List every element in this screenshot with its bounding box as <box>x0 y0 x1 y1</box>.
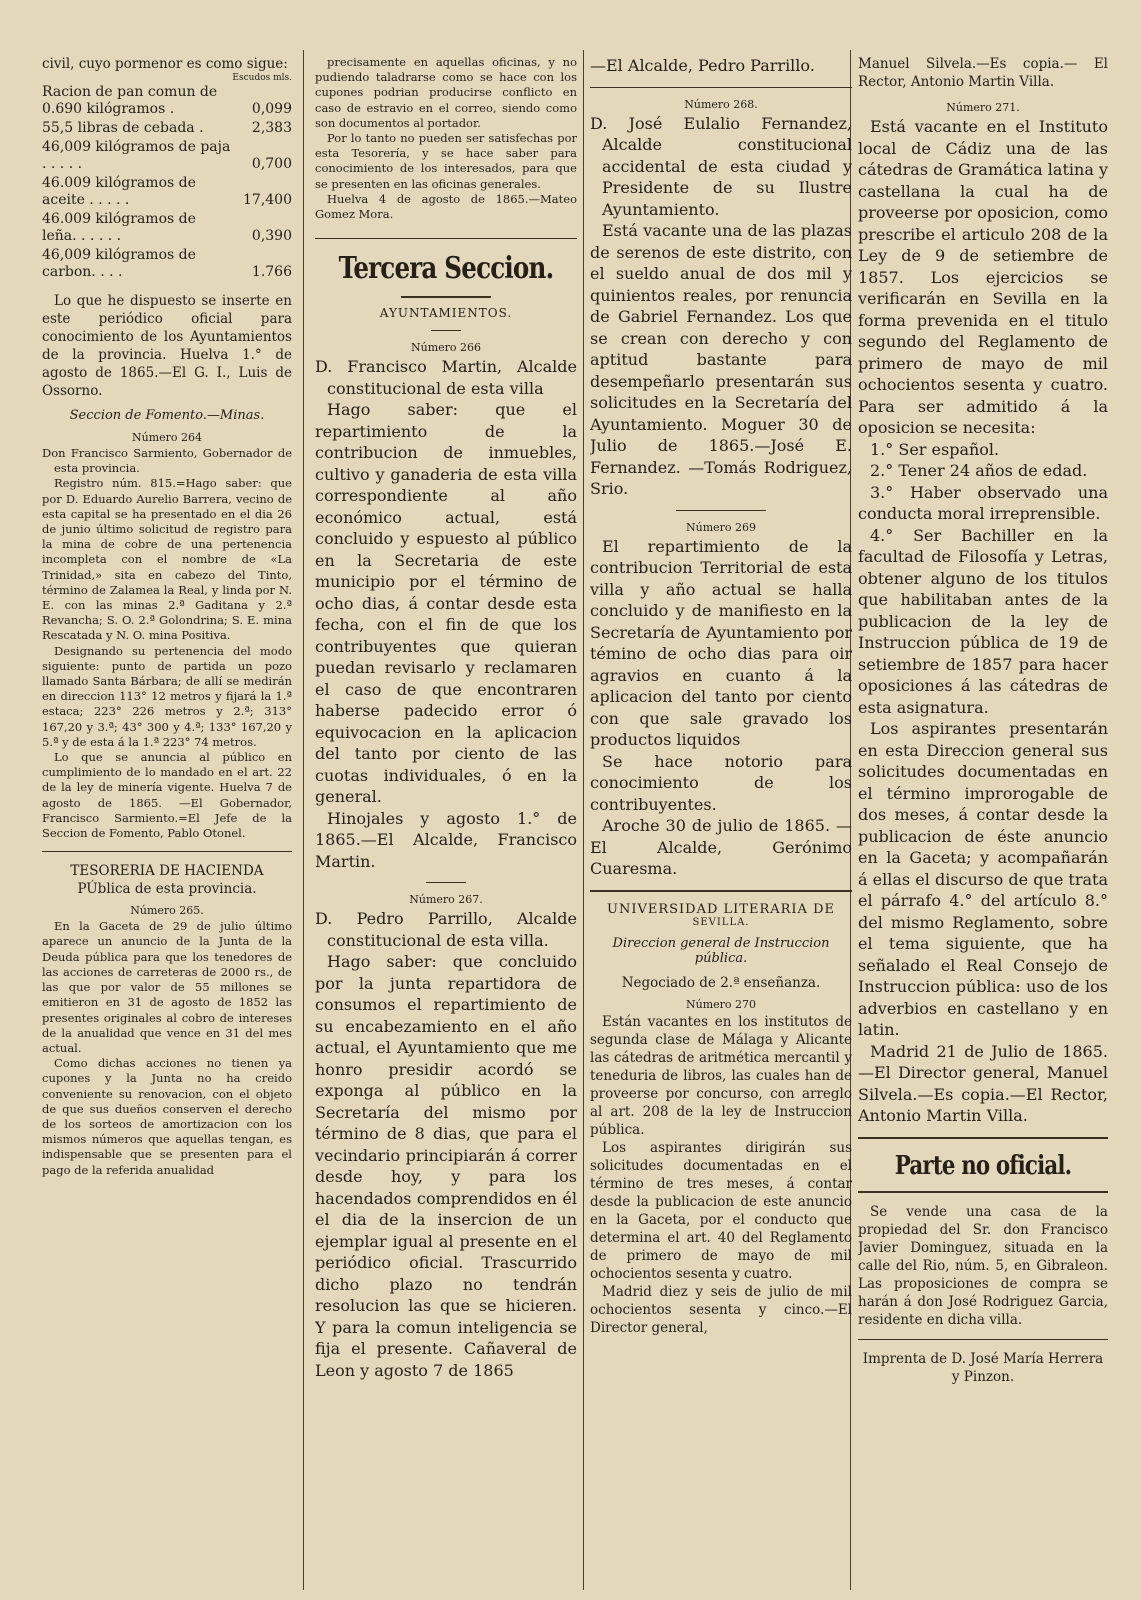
tesoreria-header: TESORERIA DE HACIENDA PÚblica de esta provincia. <box>70 863 264 898</box>
table-row: 55,5 libras de cebada . 2,383 <box>42 120 292 136</box>
notice-paragraph: Madrid diez y seis de julio de mil ochocientos sesenta y cinco.—El Director general, <box>590 1283 852 1336</box>
notice-paragraph: Hinojales y agosto 1.° de 1865.—El Alcalde, Francisco Martin. <box>315 808 577 871</box>
divider <box>858 1191 1108 1193</box>
divider <box>676 510 766 511</box>
imprenta-line: Imprenta de D. José María Herrera y Pinzon. <box>862 1350 1104 1385</box>
column-rule <box>303 50 304 1590</box>
notice-number: Número 270 <box>685 997 757 1011</box>
notice-paragraph: precisamente en aquellas oficinas, y no pudiendo taladrarse como se hace con los cupones podrian producirse conflicto en caso de estravio en el correo, siendo como son documentos al portador. <box>315 55 577 130</box>
requirement-item: 4.° Ser Bachiller en la facultad de Filosofía y Letras, obtener alguno de los titulos que habilitaban antes de la publicacion de la ley de Instruccion pública de 19 de setiembre de 1857 para hacer oposiciones á las cátedras de esta asignatura. <box>858 525 1108 717</box>
notice-paragraph: Madrid 21 de Julio de 1865. —El Director general, Manuel Silvela.—Es copia.—El Rector, Antonio Martin Villa. <box>858 1041 1108 1125</box>
ornament-divider <box>401 296 491 298</box>
universidad-subheader: SEVILLA. <box>692 916 750 928</box>
table-row: 46.009 kilógramos de leña. . . . . . 0,390 <box>42 211 292 244</box>
divider <box>858 1137 1108 1139</box>
section-title: Tercera Seccion. <box>338 251 554 287</box>
notice-heading: Don Francisco Sarmiento, Gobernador de esta provincia. <box>42 446 292 476</box>
requirement-item: 1.° Ser español. <box>870 439 1000 459</box>
table-row: 46,009 kilógramos de carbon. . . . 1.766 <box>42 247 292 280</box>
column-4 <box>858 55 1108 1580</box>
intro-text: civil, cuyo pormenor es como sigue: <box>42 56 288 72</box>
notice-paragraph: Huelva 4 de agosto de 1865.—Mateo Gomez Mora. <box>315 191 577 222</box>
notice-number: Número 267. <box>409 893 483 907</box>
notice-paragraph: Por lo tanto no pueden ser satisfechas por esta Tesorería, y se hace saber para conocimiento de los interesados, para que se presenten en las oficinas generales. <box>315 131 577 191</box>
notice-paragraph: Manuel Silvela.—Es copia.— El Rector, Antonio Martin Villa. <box>858 56 1108 90</box>
notice-paragraph: Están vacantes en los institutos de segunda clase de Málaga y Alicante las cátedras de aritmética mercantil y teneduria de libros, las cuales han de proveerse por concurso, con arreglo al art. 208 de la ley de Instruccion pública. <box>590 1013 852 1138</box>
table-row: 46,009 kilógramos de paja . . . . . 0,700 <box>42 139 292 172</box>
column-3 <box>590 55 852 1580</box>
notice-paragraph: —El Alcalde, Pedro Parrillo. <box>590 56 815 75</box>
notice-paragraph: Como dichas acciones no tienen ya cupones y la Junta no ha creido conveniente su renovacion, con el objeto de que sus dueños conserven el derecho de los sorteos de amortizacion con los mismos números que aquellas tengan, es indispensable que se presenten para el pago de la referida anualidad <box>42 1056 292 1177</box>
negociado-label: Negociado de 2.ª enseñanza. <box>621 974 821 991</box>
notice-paragraph: Los aspirantes dirigirán sus solicitudes documentadas en el término de tres meses, á contar desde la publicacion de este anuncio en la Gaceta, por el conducto que determina el art. 40 del Reglamento de primero de mayo de mil ochocientos sesenta y cuatro. <box>590 1139 852 1282</box>
notice-number: Número 265. <box>130 904 204 918</box>
ayuntamientos-header: AYUNTAMIENTOS. <box>379 306 513 321</box>
notice-paragraph: Registro núm. 815.=Hago saber: que por D. Eduardo Aurelio Barrera, vecino de esta capital se ha presentado en el dia 26 de junio último solicitud de registro para la mina de cobre de una pertenencia incompleta con el nombre de «La Trinidad,» sita en cabezo del Tinto, término de Zalamea la Real, y linda por N. E. con las minas 2.ª Gaditana y 2.ª Revancha; S. O. 2.ª Golondrina; S. E. mina Rescatada y N. O. mina Positiva. <box>42 476 292 643</box>
divider <box>590 890 852 892</box>
notice-number: Número 271. <box>946 101 1020 114</box>
notice-number: Número 269 <box>685 520 757 534</box>
requirement-item: 3.° Haber observado una conducta moral irreprensible. <box>858 482 1108 523</box>
notice-number: Número 264 <box>131 431 203 444</box>
divider <box>315 238 577 239</box>
notice-number: Número 266 <box>410 341 482 355</box>
requirement-item: 2.° Tener 24 años de edad. <box>870 461 1088 480</box>
divider <box>858 1339 1108 1340</box>
notice-paragraph: Lo que se anuncia al público en cumplimiento de lo mandado en el art. 22 de la ley de minería vigente. Huelva 7 de agosto de 1865. —El Gobernador, Francisco Sarmiento.=El Jefe de la Seccion de Fomento, Pablo Otonel. <box>42 750 292 841</box>
divider <box>590 87 852 88</box>
section-title: Parte no oficial. <box>894 1150 1072 1181</box>
ration-close: Lo que he dispuesto se inserte en este periódico oficial para conocimiento de los Ayuntamientos de la provincia. Huelva 1.° de agosto de 1865.—El G. I., Luis de Ossorno. <box>42 293 292 399</box>
notice-paragraph: Está vacante una de las plazas de serenos de este distrito, con el sueldo anual de dos mil y quinientos reales, por renuncia de Gabriel Fernandez. Los que se crean con derecho y con aptitud bastante para desempeñarlo presentarán sus solicitudes en la Secretaría del Ayuntamiento. Moguer 30 de Julio de 1865.—José E. Fernandez. —Tomás Rodriguez, Srio. <box>590 221 852 498</box>
universidad-header: UNIVERSIDAD LITERARIA DE <box>606 901 835 917</box>
notice-paragraph: Está vacante en el Instituto local de Cádiz una de las cátedras de Gramática latina y castellana la cual ha de proveerse por oposicion, como prescribe el articulo 208 de la Ley de 9 de setiembre de 1857. Los ejercicios se verificarán en Sevilla en la forma prevenida en el titulo segundo del Reglamento de primero de mayo de mil ochocientos sesenta y cuatro. Para ser admitido á la oposicion se necesita: <box>858 117 1108 437</box>
notice-paragraph: Se vende una casa de la propiedad del Sr. don Francisco Javier Dominguez, situada en la calle del Rio, núm. 5, en Gibraleon. Las proposiciones de compra se harán á don José Rodriguez Garcia, residente en dicha villa. <box>858 1203 1108 1328</box>
notice-paragraph: Se hace notorio para conocimiento de los contribuyentes. <box>590 751 852 814</box>
notice-paragraph: El repartimiento de la contribucion Territorial de esta villa y año actual se halla concluido y de manifiesto en la Secretaría de Ayuntamiento por témino de ocho dias para oir agravios en cuanto á la aplicacion del tanto por ciento con que sale gravado los productos liquidos <box>590 536 852 749</box>
notice-paragraph: En la Gaceta de 29 de julio último aparece un anuncio de la Junta de la Deuda pública para que los tenedores de las acciones de carreteras de 2000 rs., de las que por valor de 55 millones se emitieron en 31 de agosto de 1852 las presentes originales al cobro de intereses de la anualidad que vence en 31 del mes actual. <box>42 919 292 1055</box>
direccion-header: Direccion general de Instruccion pública. <box>612 935 830 966</box>
notice-paragraph: Hago saber: que el repartimiento de la contribucion de inmuebles, cultivo y ganaderia de esta villa correspondiente al año económico actual, está concluido y espuesto al público en la Secretaria de este municipio por el término de ocho dias, á contar desde esta fecha, con el fin de que los contribuyentes que quieran puedan revisarlo y reclamaren el caso de que encontraren haberse padecido error ó equivocacion en la aplicacion del tanto por ciento de las cuotas individuales, ó en la general. <box>315 400 577 807</box>
column-2 <box>315 55 577 1580</box>
notice-paragraph: Aroche 30 de julio de 1865. —El Alcalde, Gerónimo Cuaresma. <box>590 816 852 878</box>
ration-table <box>42 83 292 282</box>
notice-paragraph: Hago saber: que concluido por la junta repartidora de consumos el repartimiento de su encabezamiento en el año actual, el Ayuntamiento que me honro presidir acordó se exponga al público en la Secretaría del mismo por término de 8 dias, que para el vecindario principiarán á correr desde hoy, y para los hacendados comprendidos en él el dia de la insercion de un ejemplar igual al presente en el periódico oficial. Trascurrido dicho plazo no tendrán resolucion las que se hicieren. Y para la comun inteligencia se fija el presente. Cañaveral de Leon y agosto 7 de 1865 <box>315 952 577 1380</box>
table-row: Racion de pan comun de 0.690 kilógramos . 0,099 <box>42 84 292 117</box>
divider <box>42 851 292 852</box>
fomento-header: Seccion de Fomento.—Minas. <box>69 408 265 423</box>
table-row: 46.009 kilógramos de aceite . . . . . 17,400 <box>42 175 292 208</box>
column-rule <box>583 50 584 1590</box>
currency-label: Escudos mls. <box>232 73 292 83</box>
notice-number: Número 268. <box>684 97 758 111</box>
divider <box>426 882 466 883</box>
notice-heading: D. José Eulalio Fernandez, Alcalde constitucional accidental de esta ciudad y Presidente de su Ilustre Ayuntamiento. <box>590 113 852 219</box>
column-1 <box>42 55 292 1580</box>
notice-paragraph: Los aspirantes presentarán en esta Direccion general sus solicitudes documentadas en el término improrogable de dos meses, á contar desde la publicacion de éste anuncio en la Gaceta; y acompañarán á ellas el discurso de que trata el párrafo 4.° del artículo 8.° del mismo Reglamento, sobre el tema siguiente, que ha señalado el Real Consejo de Instruccion pública: uso de los adverbios en castellano y en latin. <box>858 719 1108 1039</box>
notice-paragraph: Designando su pertenencia del modo siguiente: punto de partida un pozo llamado Santa Bárbara; de allí se medirán en direccion 113° 12 metros y fijará la 1.ª estaca; 223° 226 metros y 2.ª; 313° 167,20 y 3.ª; 43° 300 y 4.ª; 133° 167,20 y 5.ª y de esta á la 1.ª 223° 74 metros. <box>42 643 292 749</box>
notice-heading: D. Pedro Parrillo, Alcalde constitucional de esta villa. <box>315 909 577 950</box>
divider <box>431 330 461 331</box>
notice-heading: D. Francisco Martin, Alcalde constitucional de esta villa <box>315 357 577 398</box>
